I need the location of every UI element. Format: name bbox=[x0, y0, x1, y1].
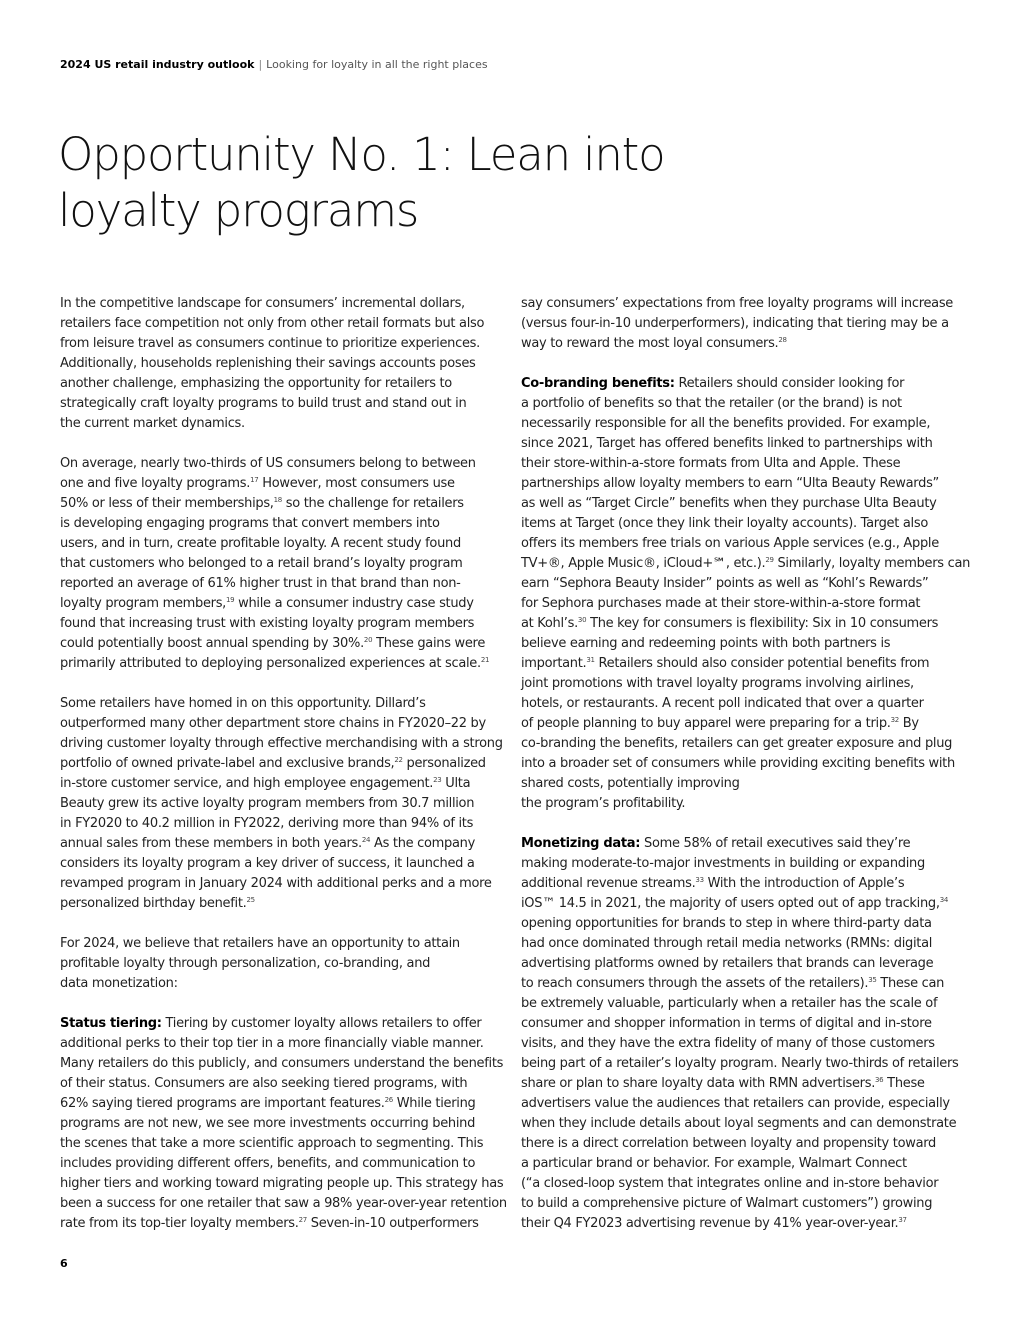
line-text: there is a direct correlation between loyalty and propensity toward bbox=[521, 1136, 937, 1151]
line-text: Additionally, households replenishing their savings accounts poses bbox=[60, 356, 476, 371]
footnote-ref: 21 bbox=[480, 656, 490, 664]
line-text: partnerships allow loyalty members to earn “Ulta Beauty Rewards” bbox=[521, 476, 939, 491]
line-text: the current market dynamics. bbox=[60, 416, 245, 431]
footnote-ref: 23 bbox=[433, 776, 442, 784]
text-line bbox=[60, 734, 505, 754]
footnote-ref: 34 bbox=[939, 896, 949, 904]
line-text: portfolio of owned private-label and exclusive brands, bbox=[60, 756, 395, 771]
line-text: their store-within-a-store formats from Ulta and Apple. These bbox=[521, 456, 901, 471]
line-text: additional revenue streams. bbox=[521, 876, 696, 891]
text-line bbox=[521, 454, 966, 474]
line-text: share or plan to share loyalty data with RMN advertisers. bbox=[521, 1076, 876, 1091]
running-header bbox=[60, 58, 488, 72]
text-line bbox=[521, 1194, 966, 1214]
text-line bbox=[521, 1074, 966, 1094]
line-text: of people planning to buy apparel were preparing for a trip. bbox=[521, 716, 891, 731]
line-text: another challenge, emphasizing the opportunity for retailers to bbox=[60, 376, 452, 391]
text-line bbox=[521, 494, 966, 514]
text-line bbox=[60, 634, 505, 654]
text-line bbox=[60, 714, 505, 734]
line-text: Some retailers have homed in on this opportunity. Dillard’s bbox=[60, 696, 426, 711]
footnote-ref: 32 bbox=[890, 716, 899, 724]
line-text: personalized birthday benefit. bbox=[60, 896, 247, 911]
text-line bbox=[521, 934, 966, 954]
line-text: (versus four-in-10 underperformers), indicating that tiering may be a bbox=[521, 316, 949, 331]
text-line bbox=[60, 874, 505, 894]
line-text: programs are not new, we see more investments occurring behind bbox=[60, 1116, 476, 1131]
text-line bbox=[521, 434, 966, 454]
line-text: found that increasing trust with existing loyalty program members bbox=[60, 616, 475, 631]
footnote-ref: 35 bbox=[868, 976, 877, 984]
line-text: includes providing different offers, benefits, and communication to bbox=[60, 1156, 476, 1171]
line-text: important. bbox=[521, 656, 587, 671]
line-text: that customers who belonged to a retail brand’s loyalty program bbox=[60, 556, 463, 571]
text-line bbox=[60, 474, 505, 494]
line-text: to reach consumers through the assets of the retailers). bbox=[521, 976, 869, 991]
footnote-ref: 37 bbox=[898, 1216, 907, 1224]
text-line bbox=[60, 794, 505, 814]
line-text: the scenes that take a more scientific approach to segmenting. This bbox=[60, 1136, 484, 1151]
text-line bbox=[60, 694, 505, 714]
text-line bbox=[60, 934, 505, 954]
text-line bbox=[60, 954, 505, 974]
text-line bbox=[521, 894, 966, 914]
run-in-heading: Status tiering: bbox=[60, 1016, 162, 1031]
text-line bbox=[521, 414, 966, 434]
text-line bbox=[60, 854, 505, 874]
line-text: so the challenge for retailers bbox=[281, 496, 464, 511]
text-line bbox=[60, 314, 505, 334]
line-text: While tiering bbox=[392, 1096, 476, 1111]
footnote-ref: 33 bbox=[695, 876, 704, 884]
line-text: Tiering by customer loyalty allows retailers to offer bbox=[161, 1016, 482, 1031]
line-text: way to reward the most loyal consumers. bbox=[521, 336, 779, 351]
text-line bbox=[521, 1134, 966, 1154]
line-text: into a broader set of consumers while providing exciting benefits with bbox=[521, 756, 955, 771]
text-line bbox=[521, 734, 966, 754]
text-line bbox=[521, 334, 966, 354]
line-text: For 2024, we believe that retailers have an opportunity to attain bbox=[60, 936, 460, 951]
text-line bbox=[521, 654, 966, 674]
line-text: offers its members free trials on various Apple services (e.g., Apple bbox=[521, 536, 939, 551]
line-text: (“a closed-loop system that integrates online and in-store behavior bbox=[521, 1176, 939, 1191]
line-text: strategically craft loyalty programs to build trust and stand out in bbox=[60, 396, 467, 411]
line-text: iOS™ 14.5 in 2021, the majority of users opted out of app tracking, bbox=[521, 896, 940, 911]
footnote-ref: 17 bbox=[250, 476, 259, 484]
text-line bbox=[60, 1194, 505, 1214]
footnote-ref: 24 bbox=[361, 836, 371, 844]
text-line bbox=[60, 414, 505, 434]
line-text: items at Target (once they link their loyalty accounts). Target also bbox=[521, 516, 928, 531]
text-line bbox=[521, 294, 966, 314]
header-separator: | bbox=[258, 58, 263, 71]
text-line bbox=[521, 1174, 966, 1194]
line-text: could potentially boost annual spending by 30%. bbox=[60, 636, 364, 651]
run-in-heading: Monetizing data: bbox=[521, 836, 641, 851]
line-text: additional perks to their top tier in a more financially viable manner. bbox=[60, 1036, 484, 1051]
line-text: 50% or less of their memberships, bbox=[60, 496, 274, 511]
run-in-heading: Co-branding benefits: bbox=[521, 376, 675, 391]
line-text: at Kohl’s. bbox=[521, 616, 578, 631]
line-text: for Sephora purchases made at their store-within-a-store format bbox=[521, 596, 921, 611]
line-text: shared costs, potentially improving bbox=[521, 776, 740, 791]
text-line bbox=[521, 834, 966, 854]
line-text: their Q4 FY2023 advertising revenue by 41% year-over-year. bbox=[521, 1216, 899, 1231]
text-line bbox=[60, 514, 505, 534]
section-title: Looking for loyalty in all the right places bbox=[266, 58, 488, 71]
text-line bbox=[521, 534, 966, 554]
text-line bbox=[60, 1134, 505, 1154]
line-text: TV+®, Apple Music®, iCloud+℠, etc.). bbox=[521, 556, 766, 571]
line-text: By bbox=[898, 716, 919, 731]
line-text: Retailers should also consider potential benefits from bbox=[594, 656, 930, 671]
line-text: earn “Sephora Beauty Insider” points as well as “Kohl’s Rewards” bbox=[521, 576, 929, 591]
text-line bbox=[521, 874, 966, 894]
page-title-line: loyalty programs bbox=[58, 184, 419, 237]
paragraph-gap bbox=[521, 354, 966, 374]
line-text: primarily attributed to deploying personalized experiences at scale. bbox=[60, 656, 481, 671]
line-text: loyalty program members, bbox=[60, 596, 227, 611]
line-text: of their status. Consumers are also seeking tiered programs, with bbox=[60, 1076, 468, 1091]
line-text: profitable loyalty through personalization, co-branding, and bbox=[60, 956, 431, 971]
line-text: rate from its top-tier loyalty members. bbox=[60, 1216, 299, 1231]
footnote-ref: 20 bbox=[363, 636, 373, 644]
line-text: believe earning and redeeming points with both partners is bbox=[521, 636, 891, 651]
footnote-ref: 22 bbox=[394, 756, 403, 764]
page-title bbox=[58, 127, 698, 239]
line-text: hotels, or restaurants. A recent poll indicated that over a quarter bbox=[521, 696, 924, 711]
text-line bbox=[521, 1094, 966, 1114]
line-text: Retailers should consider looking for bbox=[674, 376, 905, 391]
text-line bbox=[60, 1014, 505, 1034]
footnote-ref: 29 bbox=[765, 556, 774, 564]
footnote-ref: 28 bbox=[778, 336, 787, 344]
paragraph-gap bbox=[60, 994, 505, 1014]
text-line bbox=[60, 594, 505, 614]
text-line bbox=[60, 494, 505, 514]
text-line bbox=[521, 854, 966, 874]
text-line bbox=[60, 334, 505, 354]
text-line bbox=[60, 554, 505, 574]
line-text: one and five loyalty programs. bbox=[60, 476, 251, 491]
text-line bbox=[521, 714, 966, 734]
line-text: annual sales from these members in both years. bbox=[60, 836, 362, 851]
line-text: As the company bbox=[370, 836, 476, 851]
line-text: consumer and shopper information in terms of digital and in-store bbox=[521, 1016, 932, 1031]
text-line bbox=[521, 1014, 966, 1034]
line-text: retailers face competition not only from other retail formats but also bbox=[60, 316, 485, 331]
text-line bbox=[60, 1174, 505, 1194]
line-text: making moderate-to-major investments in building or expanding bbox=[521, 856, 925, 871]
line-text: driving customer loyalty through effective merchandising with a strong bbox=[60, 736, 503, 751]
line-text: data monetization: bbox=[60, 976, 178, 991]
text-line bbox=[521, 374, 966, 394]
line-text: 62% saying tiered programs are important features. bbox=[60, 1096, 385, 1111]
line-text: as well as “Target Circle” benefits when they purchase Ulta Beauty bbox=[521, 496, 937, 511]
text-line bbox=[60, 1114, 505, 1134]
footnote-ref: 18 bbox=[273, 496, 282, 504]
line-text: users, and in turn, create profitable loyalty. A recent study found bbox=[60, 536, 461, 551]
line-text: However, most consumers use bbox=[258, 476, 455, 491]
text-line bbox=[521, 594, 966, 614]
text-line bbox=[521, 1114, 966, 1134]
text-line bbox=[60, 354, 505, 374]
footnote-ref: 26 bbox=[384, 1096, 393, 1104]
report-title: 2024 US retail industry outlook bbox=[60, 58, 255, 71]
text-line bbox=[521, 954, 966, 974]
line-text: advertising platforms owned by retailers that brands can leverage bbox=[521, 956, 934, 971]
line-text: higher tiers and working toward migrating people up. This strategy has bbox=[60, 1176, 504, 1191]
text-line bbox=[521, 774, 966, 794]
text-line bbox=[60, 974, 505, 994]
footnote-ref: 27 bbox=[298, 1216, 307, 1224]
line-text: personalized bbox=[402, 756, 486, 771]
line-text: These bbox=[883, 1076, 925, 1091]
line-text: is developing engaging programs that convert members into bbox=[60, 516, 440, 531]
line-text: advertisers value the audiences that retailers can provide, especially bbox=[521, 1096, 950, 1111]
text-line bbox=[60, 1094, 505, 1114]
text-line bbox=[60, 374, 505, 394]
text-line bbox=[521, 794, 966, 814]
text-line bbox=[60, 1074, 505, 1094]
text-line bbox=[60, 394, 505, 414]
text-line bbox=[60, 1054, 505, 1074]
text-line bbox=[60, 654, 505, 674]
text-line bbox=[521, 694, 966, 714]
line-text: from leisure travel as consumers continue to prioritize experiences. bbox=[60, 336, 480, 351]
text-line bbox=[60, 534, 505, 554]
line-text: In the competitive landscape for consumers’ incremental dollars, bbox=[60, 296, 465, 311]
line-text: These gains were bbox=[372, 636, 486, 651]
line-text: Seven-in-10 outperformers bbox=[306, 1216, 479, 1231]
text-line bbox=[521, 994, 966, 1014]
line-text: These can bbox=[876, 976, 945, 991]
line-text: Some 58% of retail executives said they’re bbox=[640, 836, 911, 851]
line-text: Beauty grew its active loyalty program members from 30.7 million bbox=[60, 796, 475, 811]
line-text: With the introduction of Apple’s bbox=[703, 876, 905, 891]
text-line bbox=[60, 1214, 505, 1234]
line-text: reported an average of 61% higher trust in that brand than non- bbox=[60, 576, 461, 591]
text-line bbox=[60, 614, 505, 634]
line-text: Ulta bbox=[441, 776, 471, 791]
text-line bbox=[60, 574, 505, 594]
text-line bbox=[521, 514, 966, 534]
line-text: been a success for one retailer that saw a 98% year-over-year retention bbox=[60, 1196, 507, 1211]
text-line bbox=[60, 1154, 505, 1174]
text-line bbox=[521, 674, 966, 694]
line-text: a particular brand or behavior. For example, Walmart Connect bbox=[521, 1156, 907, 1171]
text-line bbox=[60, 754, 505, 774]
line-text: revamped program in January 2024 with additional perks and a more bbox=[60, 876, 492, 891]
text-line bbox=[521, 974, 966, 994]
line-text: be extremely valuable, particularly when a retailer has the scale of bbox=[521, 996, 938, 1011]
line-text: since 2021, Target has offered benefits linked to partnerships with bbox=[521, 436, 933, 451]
line-text: opening opportunities for brands to step in where third-party data bbox=[521, 916, 932, 931]
text-line bbox=[60, 814, 505, 834]
line-text: Similarly, loyalty members can bbox=[773, 556, 971, 571]
line-text: co-branding the benefits, retailers can get greater exposure and plug bbox=[521, 736, 953, 751]
text-line bbox=[521, 554, 971, 574]
left-column bbox=[60, 294, 505, 1234]
text-line bbox=[521, 1154, 966, 1174]
text-line bbox=[60, 1034, 505, 1054]
line-text: outperformed many other department store chains in FY2020–22 by bbox=[60, 716, 486, 731]
text-line bbox=[60, 894, 505, 914]
text-line bbox=[521, 314, 966, 334]
line-text: a portfolio of benefits so that the retailer (or the brand) is not bbox=[521, 396, 902, 411]
line-text: Many retailers do this publicly, and consumers understand the benefits bbox=[60, 1056, 504, 1071]
text-line bbox=[521, 754, 966, 774]
paragraph-gap bbox=[60, 914, 505, 934]
footnote-ref: 30 bbox=[577, 616, 587, 624]
text-line bbox=[521, 574, 966, 594]
footnote-ref: 19 bbox=[226, 596, 235, 604]
text-line bbox=[521, 1214, 966, 1234]
paragraph-gap bbox=[521, 814, 966, 834]
text-line bbox=[521, 474, 966, 494]
line-text: had once dominated through retail media networks (RMNs: digital bbox=[521, 936, 933, 951]
text-line bbox=[521, 394, 966, 414]
text-line bbox=[60, 294, 505, 314]
line-text: the program’s profitability. bbox=[521, 796, 686, 811]
text-line bbox=[60, 774, 505, 794]
text-line bbox=[60, 834, 505, 854]
footnote-ref: 25 bbox=[246, 896, 255, 904]
text-line bbox=[521, 1054, 966, 1074]
line-text: considers its loyalty program a key driver of success, it launched a bbox=[60, 856, 475, 871]
right-column bbox=[521, 294, 971, 1234]
line-text: On average, nearly two-thirds of US consumers belong to between bbox=[60, 456, 476, 471]
line-text: say consumers’ expectations from free loyalty programs will increase bbox=[521, 296, 953, 311]
line-text: in FY2020 to 40.2 million in FY2022, deriving more than 94% of its bbox=[60, 816, 474, 831]
line-text: necessarily responsible for all the benefits provided. For example, bbox=[521, 416, 931, 431]
line-text: visits, and they have the extra fidelity of many of those customers bbox=[521, 1036, 935, 1051]
text-line bbox=[521, 614, 966, 634]
line-text: while a consumer industry case study bbox=[234, 596, 474, 611]
text-line bbox=[60, 454, 505, 474]
line-text: in-store customer service, and high employee engagement. bbox=[60, 776, 434, 791]
line-text: joint promotions with travel loyalty programs involving airlines, bbox=[521, 676, 914, 691]
line-text: when they include details about loyal segments and can demonstrate bbox=[521, 1116, 957, 1131]
page-number: 6 bbox=[60, 1257, 68, 1270]
line-text: being part of a retailer’s loyalty program. Nearly two-thirds of retailers bbox=[521, 1056, 959, 1071]
line-text: to build a comprehensive picture of Walmart customers”) growing bbox=[521, 1196, 933, 1211]
page-title-line: Opportunity No. 1: Lean into bbox=[58, 128, 665, 181]
text-line bbox=[521, 1034, 966, 1054]
line-text: The key for consumers is flexibility: Six in 10 consumers bbox=[586, 616, 939, 631]
text-line bbox=[521, 914, 966, 934]
footnote-ref: 36 bbox=[875, 1076, 884, 1084]
paragraph-gap bbox=[60, 434, 505, 454]
paragraph-gap bbox=[60, 674, 505, 694]
footnote-ref: 31 bbox=[586, 656, 595, 664]
text-line bbox=[521, 634, 966, 654]
